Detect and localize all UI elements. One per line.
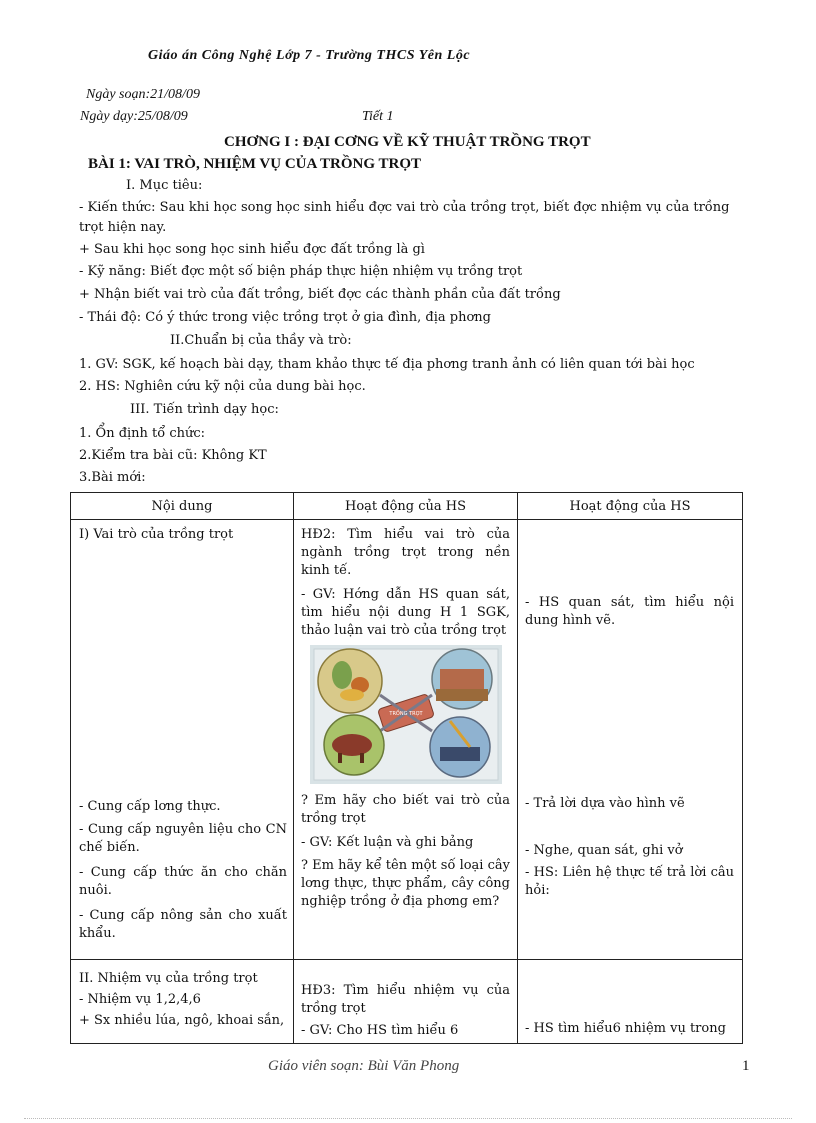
footer-teacher: Giáo viên soạn: Bùi Văn Phong	[268, 1058, 460, 1074]
list-item: - Cung cấp lơng thực.	[79, 799, 221, 814]
nhiem-vu-list: - Nhiệm vụ 1,2,4,6	[79, 992, 201, 1007]
hs-tra-loi: - Trả lời dựa vào hình vẽ	[525, 796, 685, 811]
section-title-nhiem-vu: II. Nhiệm vụ của trồng trọt	[79, 971, 258, 986]
process-step-3: 3.Bài mới:	[79, 470, 146, 485]
illustration-center-label: TRỒNG TRỌT	[389, 711, 423, 717]
nhiem-vu-detail: + Sx nhiều lúa, ngô, khoai sắn,	[79, 1013, 285, 1028]
tiet-label: Tiết 1	[362, 109, 394, 124]
objective-skill-2: + Nhận biết vai trò của đất trồng, biết đợc các thành phần của đất trồng	[79, 287, 561, 302]
chapter-title: CHƠNG I : ĐẠI CƠNG VỀ KỸ THUẬT TRỒNG TRỌT	[224, 134, 591, 150]
hd3-text: HĐ3: Tìm hiểu nhiệm vụ của trồng trọt	[301, 983, 510, 1016]
question-vai-tro: ? Em hãy cho biết vai trò của trồng trọt	[301, 793, 510, 826]
gv-nhiem-vu: - GV: Cho HS tìm hiểu 6	[301, 1023, 459, 1038]
hs-tim-hieu: - HS tìm hiểu6 nhiệm vụ trong	[525, 1021, 726, 1036]
document-header: Giáo án Công Nghệ Lớp 7 - Trường THCS Yên Lộc	[148, 48, 471, 63]
question-ke-ten: ? Em hãy kể tên một số loại cây lơng thực, thực phẩm, cây công nghiệp trồng ở địa phơng em?	[301, 858, 510, 909]
row1-content-cell	[71, 520, 294, 960]
row2-student-cell	[518, 960, 743, 1044]
hd2-text: HĐ2: Tìm hiểu vai trò của ngành trồng trọt trong nền kinh tế.	[301, 527, 510, 578]
objective-knowledge-2: + Sau khi học song học sinh hiểu đợc đất trồng là gì	[79, 242, 425, 257]
process-step-1: 1. Ổn định tổ chức:	[79, 426, 206, 441]
preparation-gv: 1. GV: SGK, kế hoạch bài dạy, tham khảo thực tế địa phơng tranh ảnh có liên quan tới bài học	[79, 357, 695, 372]
lesson-table	[70, 492, 743, 1044]
gv-conclusion: - GV: Kết luận và ghi bảng	[301, 835, 474, 850]
list-item: - Cung cấp nguyên liệu cho CN chế biến.	[79, 822, 287, 855]
objective-knowledge: - Kiến thức: Sau khi học song học sinh hiểu đợc vai trò của trồng trọt, biết đợc nhiệm vụ của trồng trọt hiện nay.	[79, 200, 730, 235]
row2-content-cell	[71, 960, 294, 1044]
row1-student-cell	[518, 520, 743, 960]
trong-trot-illustration	[310, 645, 502, 784]
objective-attitude: - Thái độ: Có ý thức trong việc trồng trọt ở gia đình, địa phơng	[79, 310, 491, 325]
objectives-heading: I. Mục tiêu:	[126, 178, 203, 193]
process-heading: III. Tiến trình dạy học:	[130, 402, 279, 417]
page-divider	[24, 1118, 792, 1119]
preparation-hs: 2. HS: Nghiên cứu kỹ nội của dung bài học.	[79, 379, 366, 394]
header-noi-dung: Nội dung	[71, 493, 294, 520]
hs-lien-he: - HS: Liên hệ thực tế trả lời câu hỏi:	[525, 865, 734, 898]
preparation-heading: II.Chuẩn bị của thầy và trò:	[170, 333, 352, 348]
process-step-2: 2.Kiểm tra bài cũ: Không KT	[79, 448, 267, 463]
list-item: - Cung cấp thức ăn cho chăn nuôi.	[79, 865, 287, 898]
header-hoat-dong-2: Hoạt động của HS	[518, 493, 743, 520]
page-number: 1	[742, 1058, 750, 1074]
ngay-day: Ngày dạy:25/08/09	[80, 109, 188, 124]
row2-activity-cell	[294, 960, 518, 1044]
objective-skill: - Kỹ năng: Biết đợc một số biện pháp thực hiện nhiệm vụ trồng trọt	[79, 264, 523, 279]
lesson-title: BÀI 1: VAI TRÒ, NHIỆM VỤ CỦA TRỒNG TRỌT	[88, 156, 421, 172]
hs-quan-sat: - HS quan sát, tìm hiểu nội dung hình vẽ.	[525, 595, 734, 628]
list-item: - Cung cấp nông sản cho xuất khẩu.	[79, 908, 287, 941]
ngay-soan: Ngày soạn:21/08/09	[86, 87, 200, 102]
section-title-vai-tro: I) Vai trò của trồng trọt	[79, 527, 234, 542]
gv-instruction: - GV: Hớng dẫn HS quan sát, tìm hiểu nội dung H 1 SGK, thảo luận vai trò của trồng trọt	[301, 587, 510, 638]
row1-activity-cell	[294, 520, 518, 960]
hs-nghe: - Nghe, quan sát, ghi vở	[525, 843, 683, 858]
header-hoat-dong-1: Hoạt động của HS	[294, 493, 518, 520]
